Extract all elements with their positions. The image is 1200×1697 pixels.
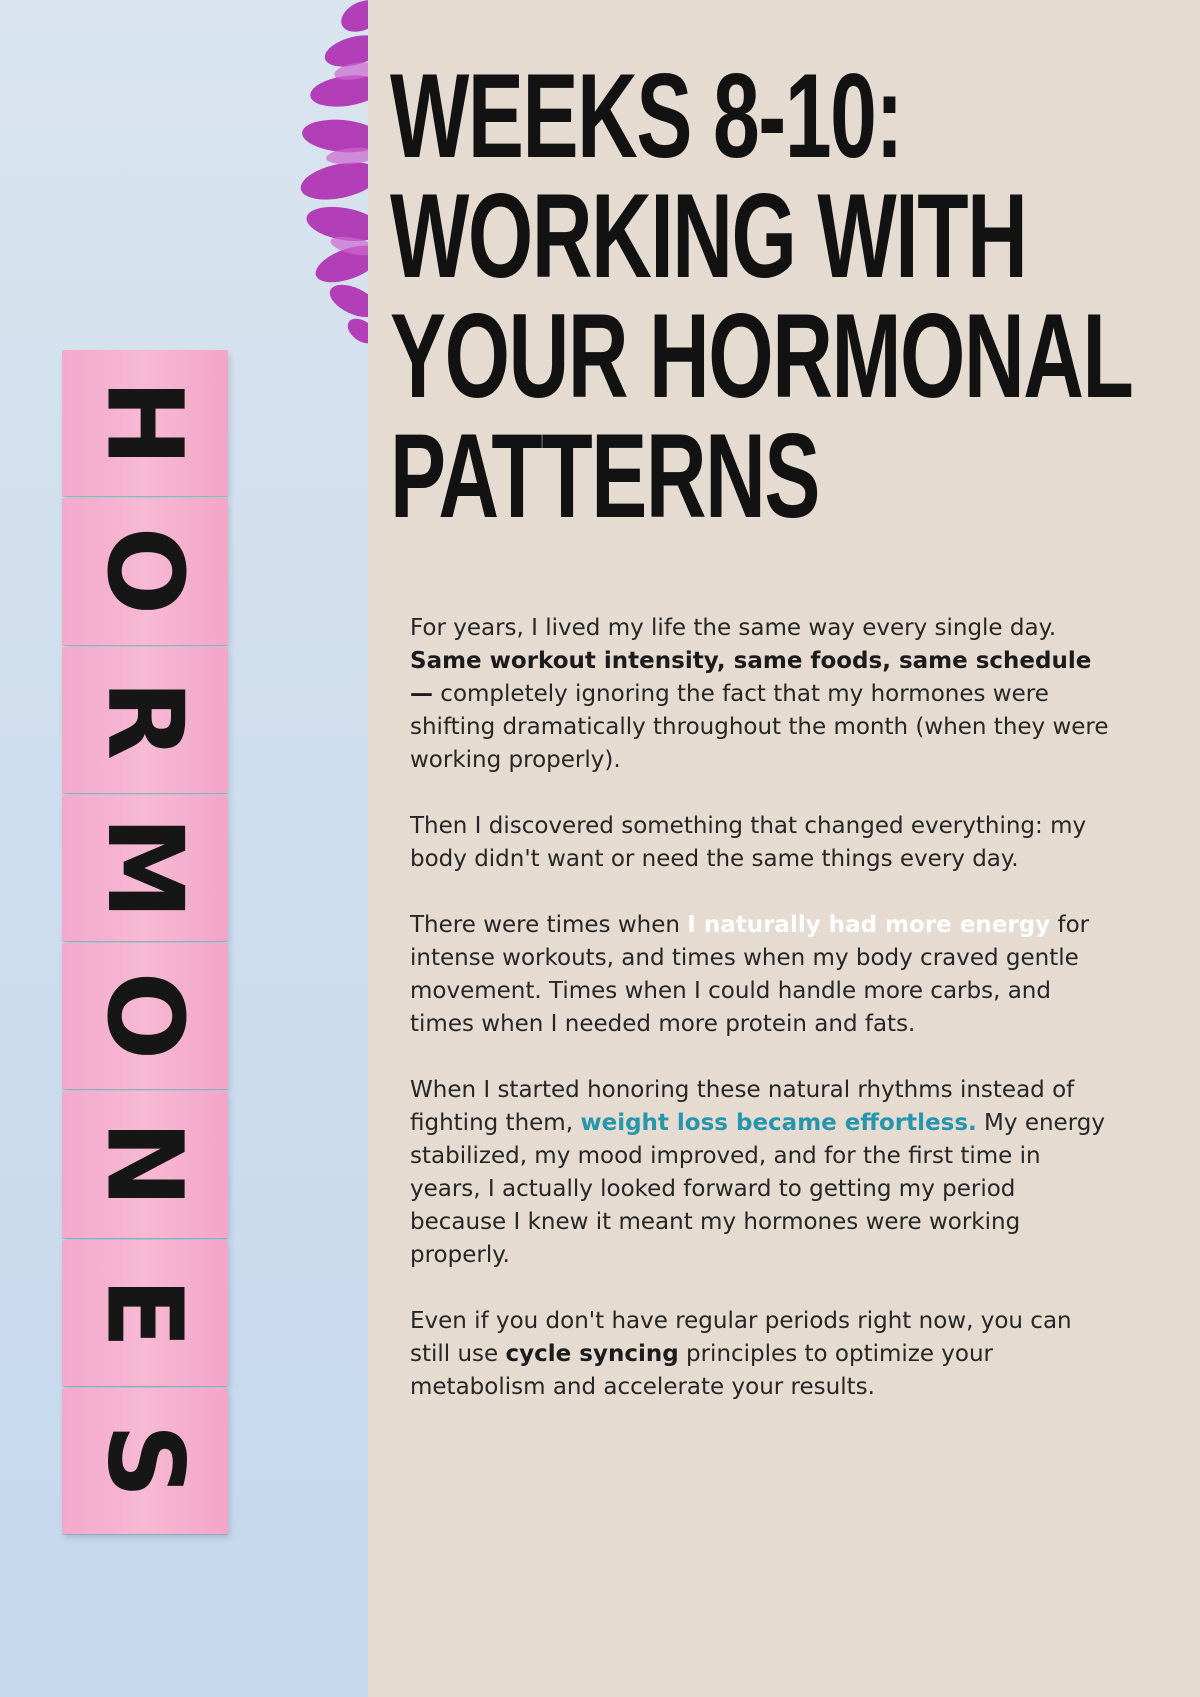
paragraph: Even if you don't have regular periods right now, you can still use cycle syncing principles to optimize your metabolism and accelerate your results. xyxy=(410,1308,1072,1400)
content-panel xyxy=(368,0,1200,1697)
bold-phrase: cycle syncing xyxy=(505,1341,679,1367)
paragraph: For years, I lived my life the same way every single day. Same workout intensity, same foods, same schedule— completely ignoring the fact that my hormones were shifting dramatically throughout the month (when they were working properly). xyxy=(410,615,1109,773)
purple-flower-image xyxy=(284,0,368,356)
bold-phrase: Same workout intensity, same foods, same schedule— xyxy=(410,648,1092,707)
letter-tile: S xyxy=(62,1388,228,1534)
paragraph: There were times when I naturally had more energy for intense workouts, and times when my body craved gentle movement. Times when I could handle more carbs, and times when I needed more protein and fats. xyxy=(410,912,1090,1037)
title-line: WEEKS 8-10: xyxy=(390,49,903,183)
accent-phrase: weight loss became effortless. xyxy=(580,1110,977,1136)
hormones-letter-tiles xyxy=(62,350,228,1536)
paragraph: Then I discovered something that changed everything: my body didn't want or need the same things every day. xyxy=(410,813,1087,872)
title-line: WORKING WITH xyxy=(390,169,1027,303)
letter-tile: M xyxy=(62,795,228,941)
title-line: YOUR HORMONAL xyxy=(390,289,1133,423)
letter-tile: R xyxy=(62,647,228,793)
title-line: PATTERNS xyxy=(390,409,820,543)
page-title xyxy=(390,49,1133,543)
body-text xyxy=(410,612,1110,1437)
letter-tile: N xyxy=(62,1091,228,1237)
hormones-photo xyxy=(0,0,368,1697)
letter-tile: O xyxy=(62,498,228,644)
letter-tile: H xyxy=(62,350,228,496)
letter-tile: O xyxy=(62,943,228,1089)
highlight-phrase: I naturally had more energy xyxy=(687,912,1051,938)
letter-tile: E xyxy=(62,1240,228,1386)
paragraph: When I started honoring these natural rhythms instead of fighting them, weight loss became effortless. My energy stabilized, my mood improved, and for the first time in years, I actually looked forward to getting my period because I knew it meant my hormones were working properly. xyxy=(410,1077,1105,1268)
